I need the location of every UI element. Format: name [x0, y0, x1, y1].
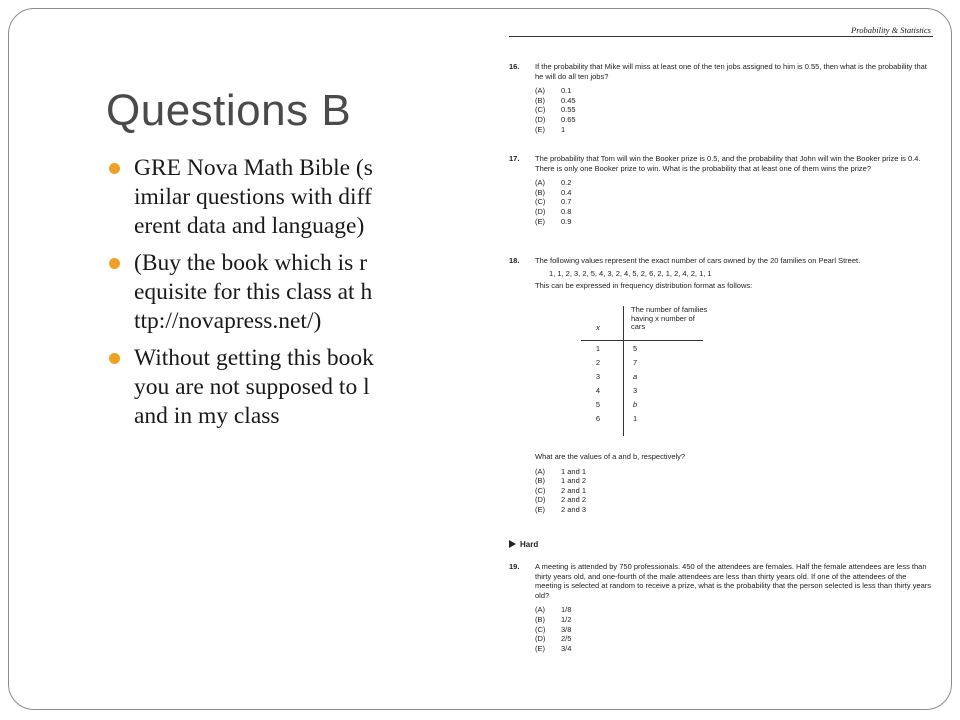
choice-letter: (D) [535, 634, 546, 644]
question-number: 17. [509, 154, 520, 163]
answer-choice [535, 207, 933, 217]
table-intro: This can be expressed in frequency distribution format as follows: [535, 281, 753, 291]
answer-choice [535, 505, 933, 515]
question-stem: If the probability that Mike will miss at least one of the ten jobs assigned to him is 0.55, then what is the probability that he will do all ten jobs? [535, 62, 927, 81]
choice-text: 2 and 3 [561, 504, 587, 514]
answer-choice [535, 486, 933, 496]
choice-text: 1/2 [561, 614, 572, 624]
answer-choices [535, 605, 933, 653]
table-cell: a [633, 372, 638, 381]
choice-letter: (C) [535, 197, 546, 207]
question-18 [509, 256, 933, 526]
question-stem: The following values represent the exact number of cars owned by the 20 families on Pearl Street. [535, 256, 861, 265]
answer-choices [535, 178, 933, 226]
answer-choice [535, 178, 933, 188]
choice-letter: (C) [535, 485, 546, 495]
choice-letter: (C) [535, 105, 546, 115]
answer-choice [535, 105, 933, 115]
difficulty-text: Hard [520, 540, 539, 549]
choice-text: 0.1 [561, 86, 572, 96]
table-cell: 7 [633, 358, 638, 367]
table-cell: b [633, 400, 638, 409]
choice-letter: (B) [535, 476, 545, 486]
bullet-dot-icon [109, 258, 120, 269]
table-divider [581, 340, 703, 341]
answer-choice [535, 625, 933, 635]
choice-letter: (D) [535, 495, 546, 505]
question-stem: The probability that Tom will win the Booker prize is 0.5, and the probability that John will win the Booker prize is 0.4. There is only one Booker prize to win. What is the probability that at least one of them wins the prize? [535, 154, 921, 173]
answer-choices [535, 467, 933, 515]
question-stem: What are the values of a and b, respectively? [535, 452, 686, 461]
choice-text: 0.4 [561, 187, 572, 197]
choice-text: 0.45 [561, 95, 576, 105]
choice-text: 0.7 [561, 197, 572, 207]
choice-letter: (E) [535, 504, 545, 514]
choice-text: 0.2 [561, 178, 572, 188]
table-cell: 1 [595, 344, 601, 353]
choice-letter: (A) [535, 86, 545, 96]
table-divider [623, 306, 624, 436]
answer-choice [535, 188, 933, 198]
choice-text: 2 and 2 [561, 495, 587, 505]
arrow-right-icon [509, 540, 516, 548]
choice-text: 3/4 [561, 643, 572, 653]
choice-text: 2 and 1 [561, 485, 587, 495]
question-number: 19. [509, 562, 520, 571]
choice-text: 1 and 1 [561, 466, 587, 476]
answer-choice [535, 96, 933, 106]
choice-letter: (A) [535, 178, 545, 188]
bullet-item [106, 154, 376, 241]
choice-text: 0.9 [561, 216, 572, 226]
choice-text: 1 [561, 124, 566, 134]
table-cell: 3 [595, 372, 601, 381]
answer-choice [535, 217, 933, 227]
book-page-image [505, 18, 935, 683]
choice-text: 1/8 [561, 605, 572, 615]
answer-choice [535, 615, 933, 625]
choice-letter: (C) [535, 624, 546, 634]
table-header-frequency: The number of families having x number of cars [631, 305, 708, 331]
question-number: 18. [509, 256, 520, 265]
question-19 [509, 562, 933, 653]
answer-choice [535, 605, 933, 615]
question-number: 16. [509, 62, 520, 71]
choice-letter: (B) [535, 614, 545, 624]
choice-letter: (E) [535, 643, 545, 653]
answer-choices [535, 86, 933, 134]
bullet-dot-icon [109, 353, 120, 364]
bullet-dot-icon [109, 163, 120, 174]
bullet-item [106, 344, 376, 431]
bullet-item [106, 249, 376, 336]
choice-text: 3/8 [561, 624, 572, 634]
bullet-list [106, 154, 376, 439]
choice-text: 0.65 [561, 114, 576, 124]
difficulty-label [509, 540, 538, 550]
answer-choice [535, 476, 933, 486]
bullet-text: GRE Nova Math Bible (similar questions with different data and language) [134, 155, 373, 239]
table-cell: 5 [633, 344, 638, 353]
choice-letter: (A) [535, 466, 545, 476]
bullet-text: (Buy the book which is requisite for this class at http://novapress.net/) [134, 250, 373, 334]
table-cell: 1 [633, 414, 638, 423]
choice-text: 0.55 [561, 105, 576, 115]
bullet-text: Without getting this book you are not supposed to land in my class [134, 345, 374, 429]
choice-letter: (B) [535, 187, 545, 197]
table-cell: 5 [595, 400, 601, 409]
header-rule [509, 36, 933, 37]
choice-letter: (A) [535, 605, 545, 615]
question-16 [509, 62, 933, 134]
answer-choice [535, 86, 933, 96]
table-cell: 3 [633, 386, 638, 395]
answer-choice [535, 495, 933, 505]
choice-text: 2/5 [561, 634, 572, 644]
answer-choice [535, 125, 933, 135]
choice-letter: (D) [535, 114, 546, 124]
choice-text: 1 and 2 [561, 476, 587, 486]
frequency-table [581, 305, 708, 436]
question-17 [509, 154, 933, 226]
answer-choice [535, 634, 933, 644]
choice-text: 0.8 [561, 206, 572, 216]
table-cell: 6 [595, 414, 601, 423]
choice-letter: (B) [535, 95, 545, 105]
table-cell: 2 [595, 358, 601, 367]
slide-title: Questions B [106, 86, 352, 135]
answer-choice [535, 467, 933, 477]
answer-choice [535, 197, 933, 207]
choice-letter: (D) [535, 206, 546, 216]
question-stem: A meeting is attended by 750 professionals. 450 of the attendees are females. Half the female attendees are less than thirty years old, and one-fourth of the male attendees are less than thirty years old. If one of the attendees of the meeting is selected at random to receive a prize, what is the probability that the person selected is less than thirty years old? [535, 562, 932, 600]
table-cell: 4 [595, 386, 601, 395]
table-header-x: x [596, 323, 600, 332]
choice-letter: (E) [535, 124, 545, 134]
choice-letter: (E) [535, 216, 545, 226]
answer-choice [535, 115, 933, 125]
running-head: Probability & Statistics [851, 25, 931, 35]
data-sequence: 1, 1, 2, 3, 2, 5, 4, 3, 2, 4, 5, 2, 6, 2, 1, 2, 4, 2, 1, 1 [549, 268, 712, 278]
answer-choice [535, 644, 933, 654]
